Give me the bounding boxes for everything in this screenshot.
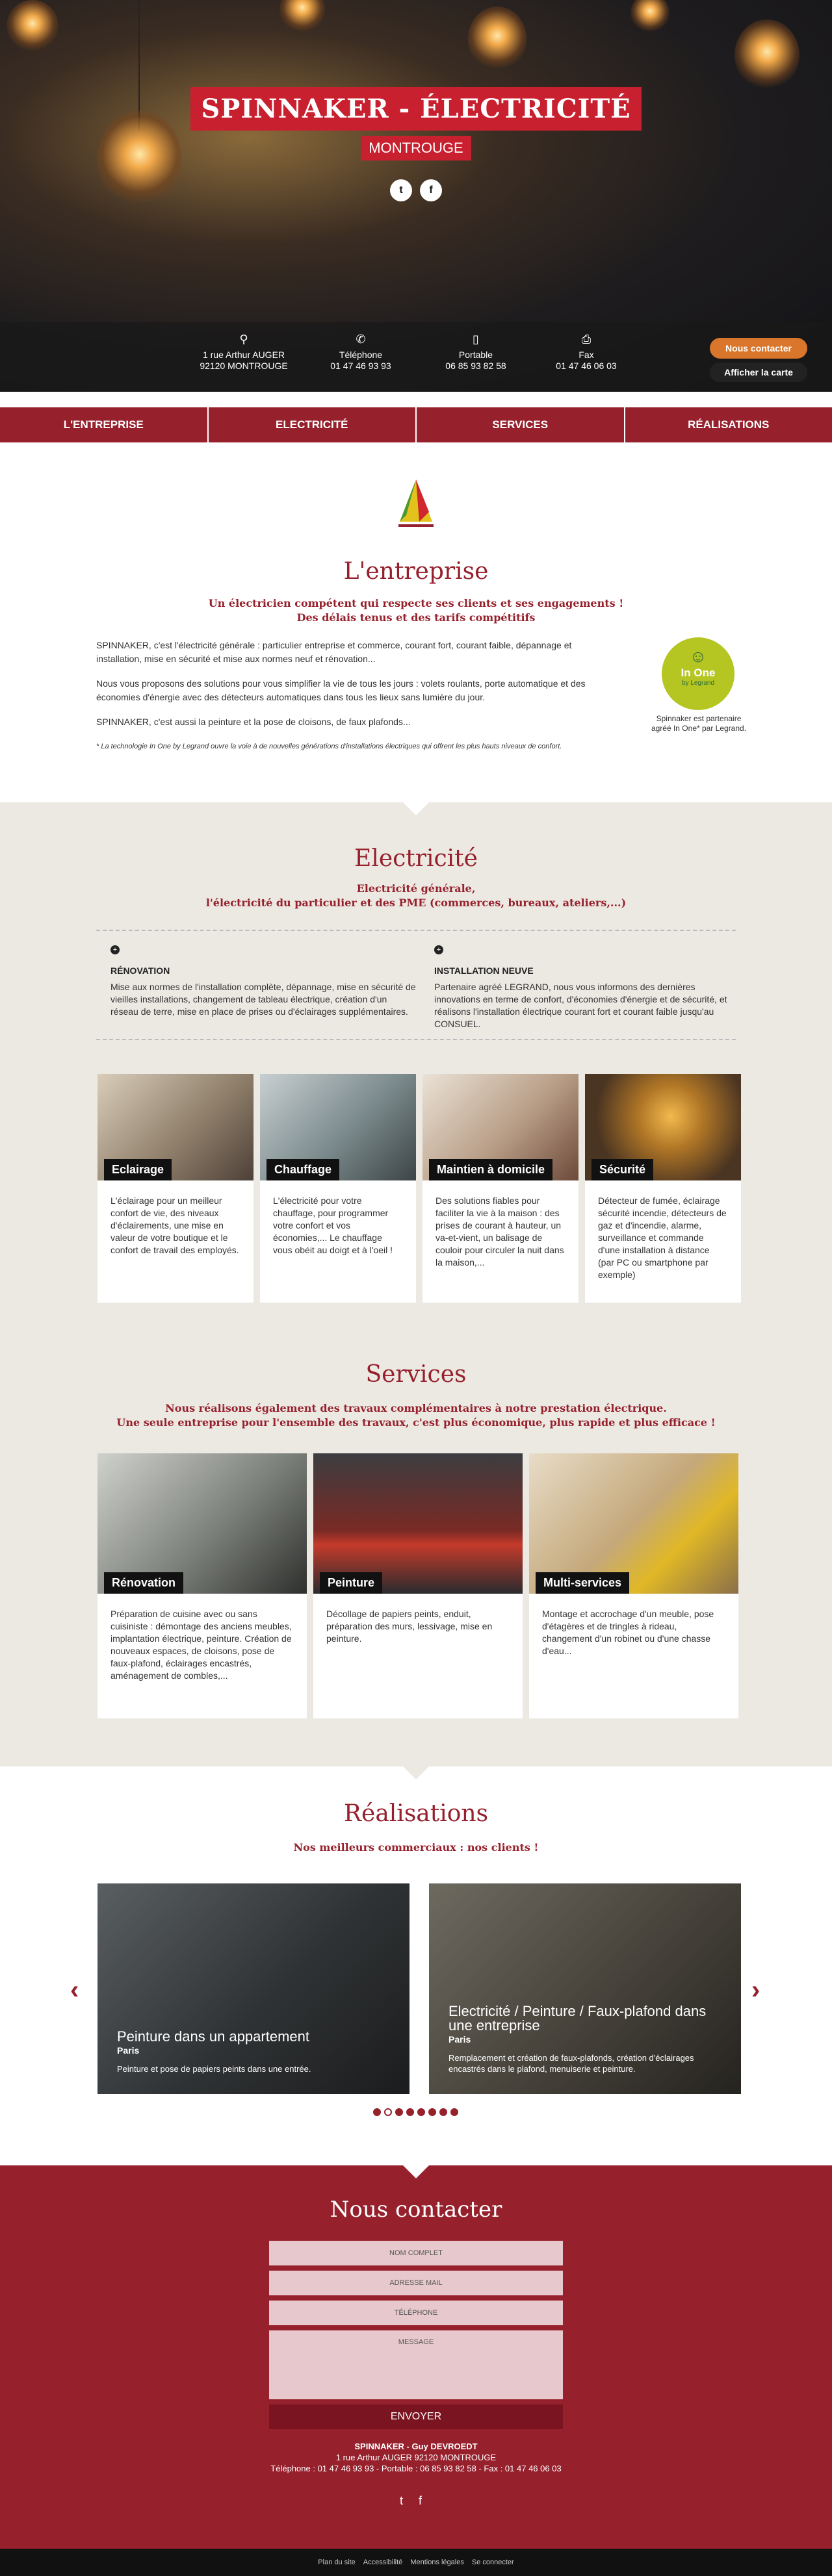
card-text: Montage et accrochage d'un meuble, pose d'étagères et de tringles à rideau, changement d'un robinet ou d'une chasse d'eau... <box>529 1594 738 1672</box>
eclairage-image <box>98 1074 254 1180</box>
renovation-title: RÉNOVATION <box>110 965 416 977</box>
entreprise-paragraph: SPINNAKER, c'est l'électricité générale : particulier entreprise et commerce, courant fort, courant faible, dépannage et installation, mise en sécurité et mise aux normes neuf et rénovation... <box>96 639 597 666</box>
entreprise-lead-line1: Un électricien compétent qui respecte ses clients et ses engagements ! <box>0 596 832 611</box>
slide-appartement[interactable] <box>98 1883 410 2094</box>
carousel-dot-active[interactable] <box>384 2108 392 2116</box>
card-chauffage[interactable] <box>260 1074 416 1303</box>
maintien-image <box>422 1074 578 1180</box>
realisations-lead: Nos meilleurs commerciaux : nos clients ! <box>0 1841 832 1855</box>
company-name: SPINNAKER - Guy DEVROEDT <box>0 2441 832 2452</box>
lightbulb-image <box>468 6 526 71</box>
site-subtitle: MONTROUGE <box>361 136 471 160</box>
footer-link-sitemap[interactable]: Plan du site <box>318 2558 355 2566</box>
section-arrow <box>403 1766 429 1779</box>
contact-button[interactable]: Nous contacter <box>710 338 807 359</box>
services-lead <box>0 1401 832 1430</box>
electricite-lead <box>0 882 832 910</box>
renovation-text: Mise aux normes de l'installation complète, dépannage, mise en sécurité de vieilles installations, changement de tableau électrique, création d'un réseau de terre, mise en place de prises ou d'éclairages supplémentaires. <box>110 981 416 1018</box>
carousel-dot[interactable] <box>373 2108 381 2116</box>
mobile-label: Portable <box>424 350 528 361</box>
carousel-dot[interactable] <box>428 2108 436 2116</box>
card-label: Peinture <box>320 1572 382 1594</box>
facebook-icon[interactable]: f <box>419 2494 422 2508</box>
card-text: Préparation de cuisine avec ou sans cuisiniste : démontage des anciens meubles, implantation électrique, peinture. Création de nouveaux espaces, de cloisons, pose de faux-plafond, éclairages encastrés, aménagement de combles,... <box>98 1594 307 1696</box>
bottom-footer <box>0 2549 832 2576</box>
securite-image <box>585 1074 741 1180</box>
company-logo <box>393 476 439 535</box>
hero-banner <box>0 0 832 392</box>
carousel-dot[interactable] <box>406 2108 414 2116</box>
entreprise-lead-line2: Des délais tenus et des tarifs compétitifs <box>0 611 832 625</box>
installation-neuve-block <box>434 945 740 1030</box>
phone-label: Téléphone <box>309 350 413 361</box>
plus-icon[interactable]: + <box>434 945 443 954</box>
phone-icon: ✆ <box>309 334 413 350</box>
company-phones: Téléphone : 01 47 46 93 93 - Portable : 06 85 93 82 58 - Fax : 01 47 46 06 03 <box>0 2463 832 2474</box>
fax-block <box>534 334 638 372</box>
realisations-section <box>0 1766 832 2165</box>
message-field[interactable]: MESSAGE <box>269 2330 563 2399</box>
mobile-block <box>424 334 528 372</box>
contact-bar <box>0 322 832 392</box>
lightbulb-image <box>280 0 325 32</box>
entreprise-paragraph: SPINNAKER, c'est aussi la peinture et la pose de cloisons, de faux plafonds... <box>96 715 597 729</box>
carousel-dot[interactable] <box>450 2108 458 2116</box>
inone-badge-sub: by Legrand <box>662 680 734 687</box>
divider <box>96 1039 736 1040</box>
card-text: Décollage de papiers peints, enduit, préparation des murs, lessivage, mise en peinture. <box>313 1594 523 1659</box>
card-renovation[interactable] <box>98 1453 307 1718</box>
electricite-section <box>0 802 832 1766</box>
electricite-lead-line2: l'électricité du particulier et des PME (commerces, bureaux, ateliers,...) <box>0 896 832 910</box>
inone-badge-title: In One <box>662 667 734 680</box>
section-arrow <box>403 802 429 815</box>
nav-services[interactable]: SERVICES <box>417 407 625 442</box>
lightbulb-image <box>734 19 800 91</box>
section-arrow <box>403 2165 429 2178</box>
card-maintien[interactable] <box>422 1074 578 1303</box>
show-map-button[interactable]: Afficher la carte <box>710 363 807 382</box>
chauffage-image <box>260 1074 416 1180</box>
installation-neuve-text: Partenaire agréé LEGRAND, nous vous informons des dernières innovations en terme de confort, d'économies d'énergie et de sécurité, et réalisons l'installation électrique courant fort et courant faible jusqu'au CONSUEL. <box>434 981 740 1030</box>
divider <box>96 930 736 931</box>
slide-text: Remplacement et création de faux-plafonds, création d'éclairages encastrés dans le plafond, menuiserie et peinture. <box>448 2052 722 2074</box>
contact-title: Nous contacter <box>0 2165 832 2223</box>
contact-section <box>0 2165 832 2549</box>
address-line2: 92120 MONTROUGE <box>192 361 296 372</box>
plus-icon[interactable]: + <box>110 945 120 954</box>
mobile-icon: ▯ <box>424 334 528 350</box>
email-field[interactable]: ADRESSE MAIL <box>269 2271 563 2295</box>
carousel-dot[interactable] <box>417 2108 425 2116</box>
lightbulb-image <box>6 0 58 52</box>
name-field[interactable]: NOM COMPLET <box>269 2241 563 2265</box>
peinture-image <box>313 1453 523 1594</box>
card-eclairage[interactable] <box>98 1074 254 1303</box>
card-peinture[interactable] <box>313 1453 523 1718</box>
phone-block <box>309 334 413 372</box>
company-info <box>0 2441 832 2474</box>
address-block <box>192 334 296 372</box>
fax-number: 01 47 46 06 03 <box>534 361 638 372</box>
renovation-image <box>98 1453 307 1594</box>
company-address: 1 rue Arthur AUGER 92120 MONTROUGE <box>0 2452 832 2463</box>
realisations-title: Réalisations <box>0 1800 832 1827</box>
footer-link-legal[interactable]: Mentions légales <box>410 2558 464 2566</box>
card-text: Détecteur de fumée, éclairage sécurité incendie, détecteurs de gaz et d'incendie, alarme, surveillance et commande d'une installation à distance (par PC ou smartphone par exemple) <box>585 1180 741 1295</box>
phone-field[interactable]: TÉLÉPHONE <box>269 2301 563 2325</box>
entreprise-section <box>0 442 832 802</box>
renovation-block <box>110 945 416 1018</box>
slide-city: Paris <box>117 2045 390 2056</box>
services-lead-line2: Une seule entreprise pour l'ensemble des travaux, c'est plus économique, plus rapide et plus efficace ! <box>0 1416 832 1430</box>
slide-text: Peinture et pose de papiers peints dans une entrée. <box>117 2063 390 2074</box>
address-line1: 1 rue Arthur AUGER <box>192 350 296 361</box>
slide-caption <box>448 2004 722 2074</box>
electricite-lead-line1: Electricité générale, <box>0 882 832 896</box>
card-multiservices[interactable] <box>529 1453 738 1718</box>
services-title: Services <box>0 1361 832 1388</box>
chevron-right-icon[interactable]: › <box>751 1976 760 2005</box>
smiley-icon: ☺ <box>662 637 734 667</box>
card-label: Rénovation <box>104 1572 183 1594</box>
entreprise-lead <box>0 596 832 625</box>
carousel-dots <box>373 2108 458 2116</box>
facebook-icon[interactable]: f <box>420 179 442 201</box>
map-pin-icon: ⚲ <box>192 334 296 350</box>
lightbulb-image <box>630 0 670 32</box>
twitter-icon[interactable]: t <box>390 179 412 201</box>
slide-entreprise[interactable] <box>429 1883 741 2094</box>
electricite-title: Electricité <box>0 845 832 872</box>
multiservices-image <box>529 1453 738 1594</box>
footer-link-accessibility[interactable]: Accessibilité <box>363 2558 403 2566</box>
slide-caption <box>117 2030 390 2074</box>
nav-entreprise[interactable]: L'ENTREPRISE <box>0 407 209 442</box>
chevron-left-icon[interactable]: ‹ <box>70 1976 79 2005</box>
installation-neuve-title: INSTALLATION NEUVE <box>434 965 740 977</box>
hero-social <box>390 179 442 201</box>
card-label: Sécurité <box>592 1159 653 1180</box>
phone-number[interactable]: 01 47 46 93 93 <box>309 361 413 372</box>
card-label: Maintien à domicile <box>429 1159 552 1180</box>
footer-link-login[interactable]: Se connecter <box>472 2558 514 2566</box>
slide-title: Electricité / Peinture / Faux-plafond dans une entreprise <box>448 2004 722 2033</box>
nav-electricite[interactable]: ELECTRICITÉ <box>209 407 417 442</box>
entreprise-paragraph: Nous vous proposons des solutions pour vous simplifier la vie de tous les jours : volets roulants, porte automatique et des économies d'énergie avec des détecteurs automatiques dans tous les lieux sans lumière du jour. <box>96 677 597 704</box>
entreprise-text <box>96 639 597 765</box>
card-label: Chauffage <box>266 1159 339 1180</box>
card-text: L'électricité pour votre chauffage, pour programmer votre confort et vos économies,... Le chauffage vous obéit au doigt et à l'oeil ! <box>260 1180 416 1271</box>
hero-title-block <box>0 87 832 160</box>
footer-social <box>400 2494 422 2508</box>
carousel-dot[interactable] <box>439 2108 447 2116</box>
mobile-number[interactable]: 06 85 93 82 58 <box>424 361 528 372</box>
inone-badge <box>662 637 734 710</box>
card-securite[interactable] <box>585 1074 741 1303</box>
nav-realisations[interactable]: RÉALISATIONS <box>625 407 832 442</box>
twitter-icon[interactable]: t <box>400 2494 403 2508</box>
card-text: L'éclairage pour un meilleur confort de vie, des niveaux d'éclairements, une mise en valeur de votre boutique et le confort de travail des employés. <box>98 1180 254 1271</box>
site-title: SPINNAKER - ÉLECTRICITÉ <box>190 87 641 131</box>
entreprise-title: L'entreprise <box>0 558 832 585</box>
card-label: Multi-services <box>536 1572 629 1594</box>
main-nav <box>0 407 832 442</box>
slide-title: Peinture dans un appartement <box>117 2030 390 2044</box>
services-lead-line1: Nous réalisons également des travaux complémentaires à notre prestation électrique. <box>0 1401 832 1416</box>
card-label: Eclairage <box>104 1159 172 1180</box>
fax-label: Fax <box>534 350 638 361</box>
slide-city: Paris <box>448 2034 722 2045</box>
entreprise-note: * La technologie In One by Legrand ouvre la voie à de nouvelles générations d'installations électriques qui offrent les plus hauts niveaux de confort. <box>96 740 597 754</box>
carousel-dot[interactable] <box>395 2108 403 2116</box>
card-text: Des solutions fiables pour faciliter la vie à la maison : des prises de courant à hauteur, un va-et-vient, un balisage de couloir pour circuler la nuit dans la maison,... <box>422 1180 578 1283</box>
inone-caption: Spinnaker est partenaire agréé In One* par Legrand. <box>650 714 748 733</box>
send-button[interactable]: ENVOYER <box>269 2404 563 2429</box>
fax-icon: ⎙ <box>534 334 638 350</box>
